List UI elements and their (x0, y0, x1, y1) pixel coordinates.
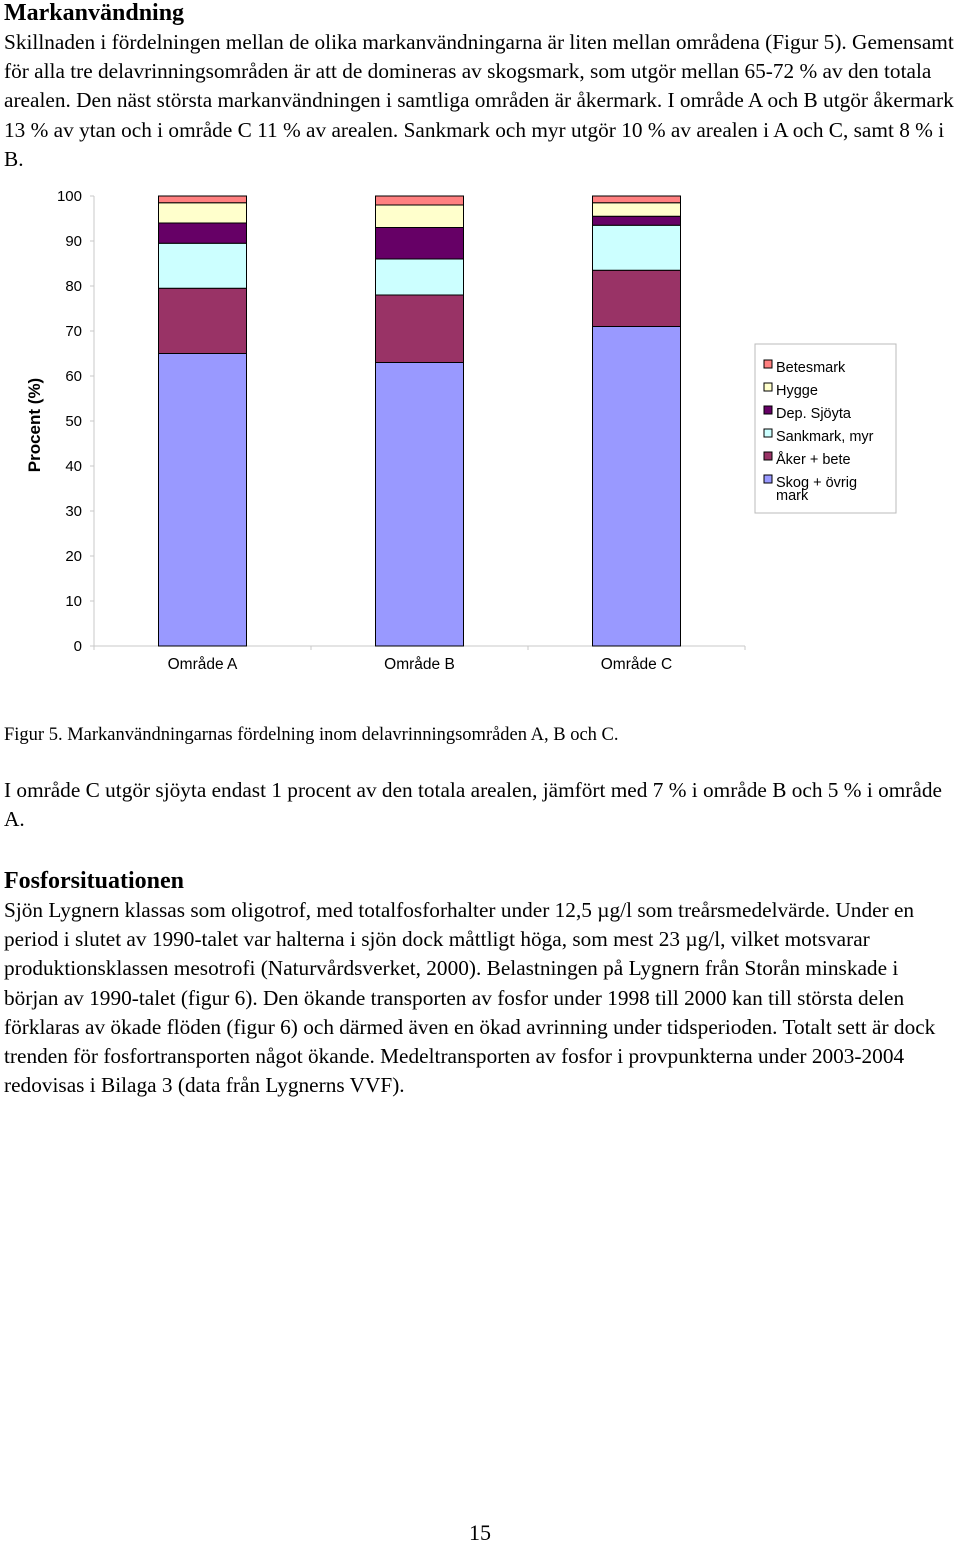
legend-label: Hygge (776, 383, 818, 399)
section-heading-markanvandning: Markanvändning (4, 0, 185, 26)
paragraph-markanvandning: Skillnaden i fördelningen mellan de olika markanvändningarna är liten mellan områdena (Figur 5). Gemensamt för alla tre delavrinningsområden är att de domineras av skogsmark, som utgör mellan 65-72 % av den totala arealen. Den näst största markanvändningen i samtliga områden är åkermark. I område A och B utgör åkermark 13 % av ytan och i område C 11 % av arealen. Sankmark och myr utgör 10 % av arealen i A och C, samt 8 % i B. (4, 30, 954, 171)
bar-segment (159, 354, 247, 647)
bar-segment (376, 205, 464, 228)
legend-label: Dep. Sjöyta (776, 406, 851, 422)
bar-segment (593, 327, 681, 647)
bar-segment (593, 203, 681, 217)
legend-swatch (764, 429, 772, 437)
y-tick-label: 10 (65, 593, 82, 610)
y-axis (57, 188, 94, 655)
bar-segment (159, 196, 247, 203)
y-tick-label: 70 (65, 323, 82, 340)
legend-label: Åker + bete (776, 452, 851, 468)
bar-segment (159, 243, 247, 288)
bar-segment (159, 203, 247, 223)
y-tick-label: 30 (65, 503, 82, 520)
x-axis (94, 646, 745, 673)
bar-segment (593, 225, 681, 270)
legend-swatch (764, 406, 772, 414)
legend-label: Skog + övrig mark (776, 475, 858, 504)
y-tick-label: 40 (65, 458, 82, 475)
x-category-label: Område A (167, 656, 238, 673)
x-category-label: Område B (384, 656, 455, 673)
y-tick-label: 20 (65, 548, 82, 565)
x-category-label: Område C (600, 656, 673, 673)
legend-label: Betesmark (776, 360, 846, 376)
legend-swatch (764, 475, 772, 483)
y-axis-label: Procent (%) (25, 377, 44, 473)
bars (159, 196, 681, 646)
bar-segment (376, 295, 464, 363)
chart-legend (755, 344, 896, 513)
bar-segment (159, 223, 247, 243)
paragraph-sjoyta: I område C utgör sjöyta endast 1 procent av den totala arealen, jämfört med 7 % i område B och 5 % i område A. (4, 778, 942, 832)
bar-segment (593, 270, 681, 326)
page-number: 15 (469, 1520, 491, 1545)
bar-segment (376, 228, 464, 260)
legend-swatch (764, 452, 772, 460)
bar-segment (159, 288, 247, 353)
y-tick-label: 90 (65, 233, 82, 250)
y-tick-label: 100 (56, 188, 82, 205)
bar-segment (376, 196, 464, 205)
y-tick-label: 60 (65, 368, 82, 385)
y-tick-label: 50 (65, 413, 82, 430)
legend-swatch (764, 383, 772, 391)
bar-segment (593, 196, 681, 203)
section-heading-fosforsituationen: Fosforsituationen (4, 868, 184, 894)
legend-swatch (764, 360, 772, 368)
bar-segment (376, 363, 464, 647)
land-use-stacked-bar-chart (0, 180, 960, 700)
paragraph-fosforsituationen: Sjön Lygnern klassas som oligotrof, med totalfosforhalter under 12,5 µg/l som treårsmedelvärde. Under en period i slutet av 1990-talet var halterna i sjön dock måttligt höga, som mest 23 µg/l, vilket motsvarar produktionsklassen mesotrofi (Naturvårdsverket, 2000). Belastningen på Lygnern från Storån minskade i början av 1990-talet (figur 6). Den ökande transporten av fosfor under 1998 till 2000 kan till största delen förklaras av ökade flöden (figur 6) och därmed även en ökad avrinning under tidsperioden. Totalt sett är dock trenden för fosfortransporten något ökande. Medeltransporten av fosfor i provpunkterna under 2003-2004 redovisas i Bilaga 3 (data från Lygnerns VVF). (4, 898, 936, 1098)
bar-segment (376, 259, 464, 295)
y-tick-label: 80 (65, 278, 82, 295)
legend-label: Sankmark, myr (776, 429, 874, 445)
y-tick-label: 0 (73, 638, 82, 655)
figure-caption: Figur 5. Markanvändningarnas fördelning inom delavrinningsområden A, B och C. (4, 725, 619, 745)
bar-segment (593, 216, 681, 225)
